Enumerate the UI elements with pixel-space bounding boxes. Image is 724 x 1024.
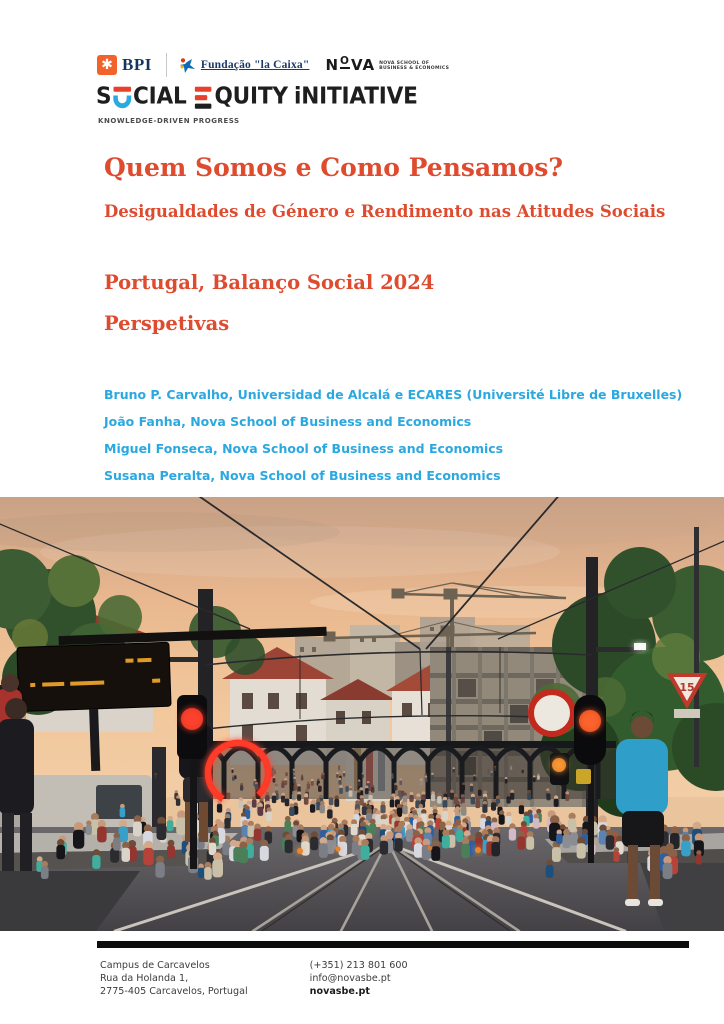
author-line: Miguel Fonseca, Nova School of Business and Economics [104,441,504,456]
footer-phone: (+351) 213 801 600 [309,960,408,971]
lacaixa-logo [179,57,310,74]
sei-letters-quity: QUITY [214,82,288,109]
footer-address-line2: Rua da Holanda 1, [100,973,189,984]
page-title: Quem Somos e Como Pensamos? [104,153,563,182]
nova-letter-n: N [325,55,339,74]
speed-limit-value: 15 [679,681,695,694]
nova-letter-o: O [340,54,350,67]
sei-letters-cial: CIAL [133,82,187,109]
footer-divider-bar [97,941,689,948]
cover-photo-svg [0,497,724,931]
partner-logos-row [97,50,449,80]
nova-school-line1: NOVA SCHOOL OF [379,60,430,66]
footer-website-link[interactable]: novasbe.pt [309,986,370,997]
footer-email-link[interactable]: info@novasbe.pt [309,973,391,984]
author-line: Bruno P. Carvalho, Universidad de Alcalá e ECARES (Université Libre de Bruxelles) [104,387,683,402]
bpi-icon: ✱ [97,55,117,75]
page-subtitle: Desigualdades de Género e Rendimento nas Atitudes Sociais [104,202,666,221]
author-line: Susana Peralta, Nova School of Business and Economics [104,468,501,483]
authors-list [104,381,682,489]
nova-school-line2: BUSINESS & ECONOMICS [379,65,450,71]
sei-word-initiative: iNITIATIVE [294,82,418,109]
sei-letter-s: S [96,82,112,109]
nova-logo [325,54,450,74]
logo-divider [166,53,167,77]
nova-letters-va: VA [350,55,376,74]
nova-school-text [379,61,449,72]
edition-title: Portugal, Balanço Social 2024 [104,271,435,294]
sei-logo [96,82,418,109]
cover-photo [0,497,724,931]
footer [100,959,408,998]
footer-address [100,959,248,998]
bpi-wordmark: BPI [122,55,152,74]
no-entry-sign [531,692,573,734]
sei-tagline: KNOWLEDGE-DRIVEN PROGRESS [98,117,240,125]
sei-red-e-icon [194,87,214,109]
lacaixa-wordmark: Fundação "la Caixa" [200,59,310,71]
author-line: João Fanha, Nova School of Business and Economics [104,414,472,429]
bpi-logo [97,55,152,75]
section-title: Perspetivas [104,312,230,335]
footer-address-line3: 2775-405 Carcavelos, Portugal [100,986,248,997]
nova-wordmark [325,54,376,74]
lacaixa-star-icon [179,57,196,74]
footer-contacts [310,959,408,998]
footer-address-line1: Campus de Carcavelos [100,960,210,971]
sei-smile-o-icon [112,87,132,109]
